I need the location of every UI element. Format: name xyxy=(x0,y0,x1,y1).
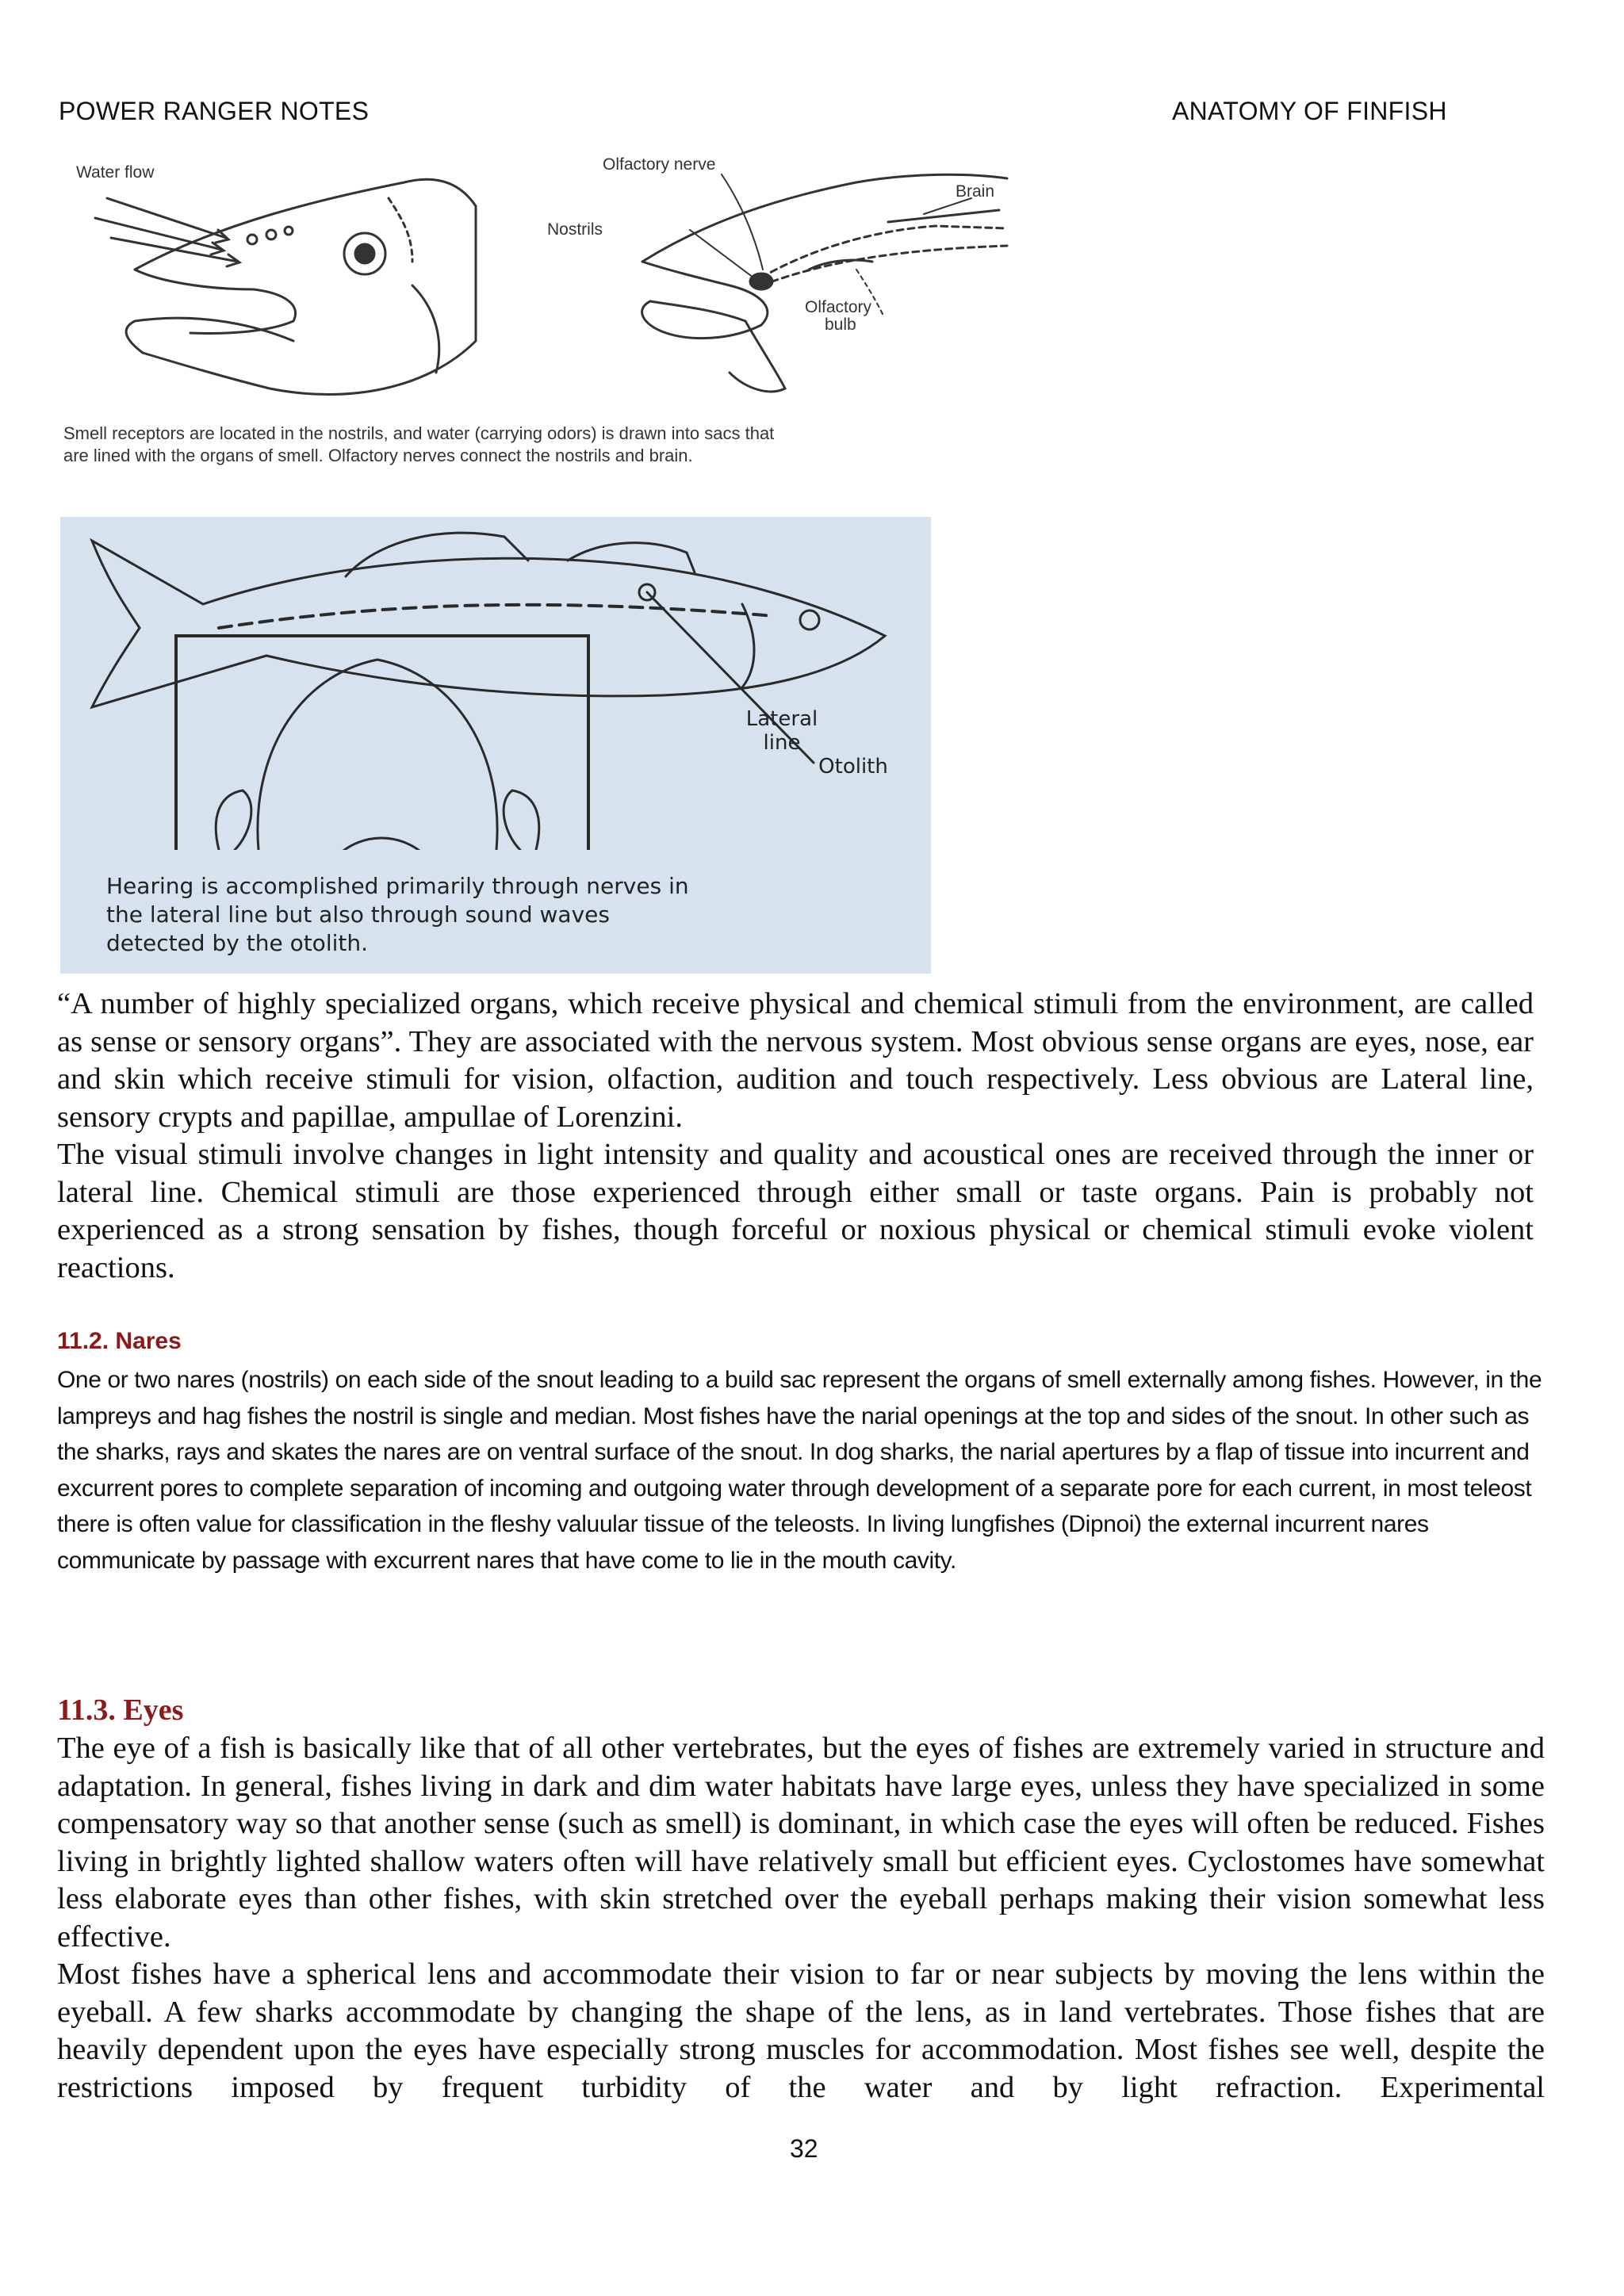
hearing-caption-line-2: the lateral line but also through sound waves xyxy=(106,901,610,928)
eyes-paragraph-1: The eye of a fish is basically like that of all other vertebrates, but the eyes of fishes are extremely varied in structure and adaptation. In general, fishes living in dark and dim water habitats have large eyes, unless they have specialized in some compensatory way so that another sense (such as smell) is dominant, in which case the eyes will often be reduced. Fishes living in brightly lighted shallow waters often will have relatively small but efficient eyes. Cyclostomes have somewhat less elaborate eyes than other fishes, with skin stretched over the eyeball perhaps making their vision somewhat less effective. xyxy=(57,1732,1545,1954)
olfaction-caption-line-1: Smell receptors are located in the nostrils, and water (carrying odors) is drawn into sacs that xyxy=(63,423,775,443)
olfaction-figure xyxy=(63,151,1015,484)
page-number: 32 xyxy=(790,2134,818,2163)
label-water-flow: Water flow xyxy=(76,163,155,182)
label-otolith: Otolith xyxy=(818,755,888,779)
label-olfactory-nerve: Olfactory nerve xyxy=(603,155,716,174)
olfaction-caption-line-2: are lined with the organs of smell. Olfactory nerves connect the nostrils and brain. xyxy=(63,446,693,465)
label-lateral-line-1: Lateral xyxy=(745,707,818,731)
intro-text xyxy=(57,985,1534,1287)
fish-lateral-line-illustration xyxy=(60,517,931,850)
nares-section xyxy=(57,1362,1548,1578)
label-nostrils: Nostrils xyxy=(547,220,603,239)
eyes-paragraph-2: Most fishes have a spherical lens and accommodate their vision to far or near subjects by moving the lens within the eyeball. A few sharks accommodate by changing the shape of the lens, as in land vertebrates. Those fishes that are heavily dependent upon the eyes have especially strong muscles for accommodation. Most fishes see well, despite the restrictions imposed by frequent turbidity of the water and by light refraction. Experimental xyxy=(57,1957,1545,2104)
running-header-right: ANATOMY OF FINFISH xyxy=(1172,97,1447,125)
eyes-section xyxy=(57,1730,1545,2107)
label-olfactory-bulb-2: bulb xyxy=(825,316,856,334)
hearing-figure xyxy=(60,517,931,974)
nares-heading: 11.2. Nares xyxy=(57,1328,182,1354)
hearing-caption-line-1: Hearing is accomplished primarily through nerves in xyxy=(106,873,689,899)
hearing-caption-line-3: detected by the otolith. xyxy=(106,930,368,956)
label-lateral-line-2: line xyxy=(763,731,801,755)
nares-body: One or two nares (nostrils) on each side of the snout leading to a build sac represent the organs of smell externally among fishes. However, in the lampreys and hag fishes the nostril is single and median. Most fishes have the narial openings at the top and sides of the snout. In other such as the sharks, rays and skates the nares are on ventral surface of the snout. In dog sharks, the narial apertures by a flap of tissue into incurrent and excurrent pores to complete separation of incoming and outgoing water through development of a separate pore for each current, in most teleost there is often value for classification in the fleshy valuular tissue of the teleosts. In living lungfishes (Dipnoi) the external incurrent nares communicate by passage with excurrent nares that have come to lie in the mouth cavity. xyxy=(57,1367,1542,1574)
running-header-left: POWER RANGER NOTES xyxy=(59,97,370,125)
intro-paragraph-1: “A number of highly specialized organs, which receive physical and chemical stimuli from the environment, are called as sense or sensory organs”. They are associated with the nervous system. Most obvious sense organs are eyes, nose, ear and skin which receive stimuli for vision, olfaction, audition and touch respectively. Less obvious are Lateral line, sensory crypts and papillae, ampullae of Lorenzini. xyxy=(57,987,1534,1134)
intro-paragraph-2: The visual stimuli involve changes in light intensity and quality and acoustical ones are received through the inner or lateral line. Chemical stimuli are those experienced through either small or taste organs. Pain is probably not experienced as a strong sensation by fishes, though forceful or noxious physical or chemical stimuli evoke violent reactions. xyxy=(57,1138,1534,1284)
eyes-heading: 11.3. Eyes xyxy=(57,1693,184,1727)
label-olfactory-bulb-1: Olfactory xyxy=(805,298,872,316)
label-brain: Brain xyxy=(956,182,995,201)
fish-head-illustrations xyxy=(63,151,1015,412)
